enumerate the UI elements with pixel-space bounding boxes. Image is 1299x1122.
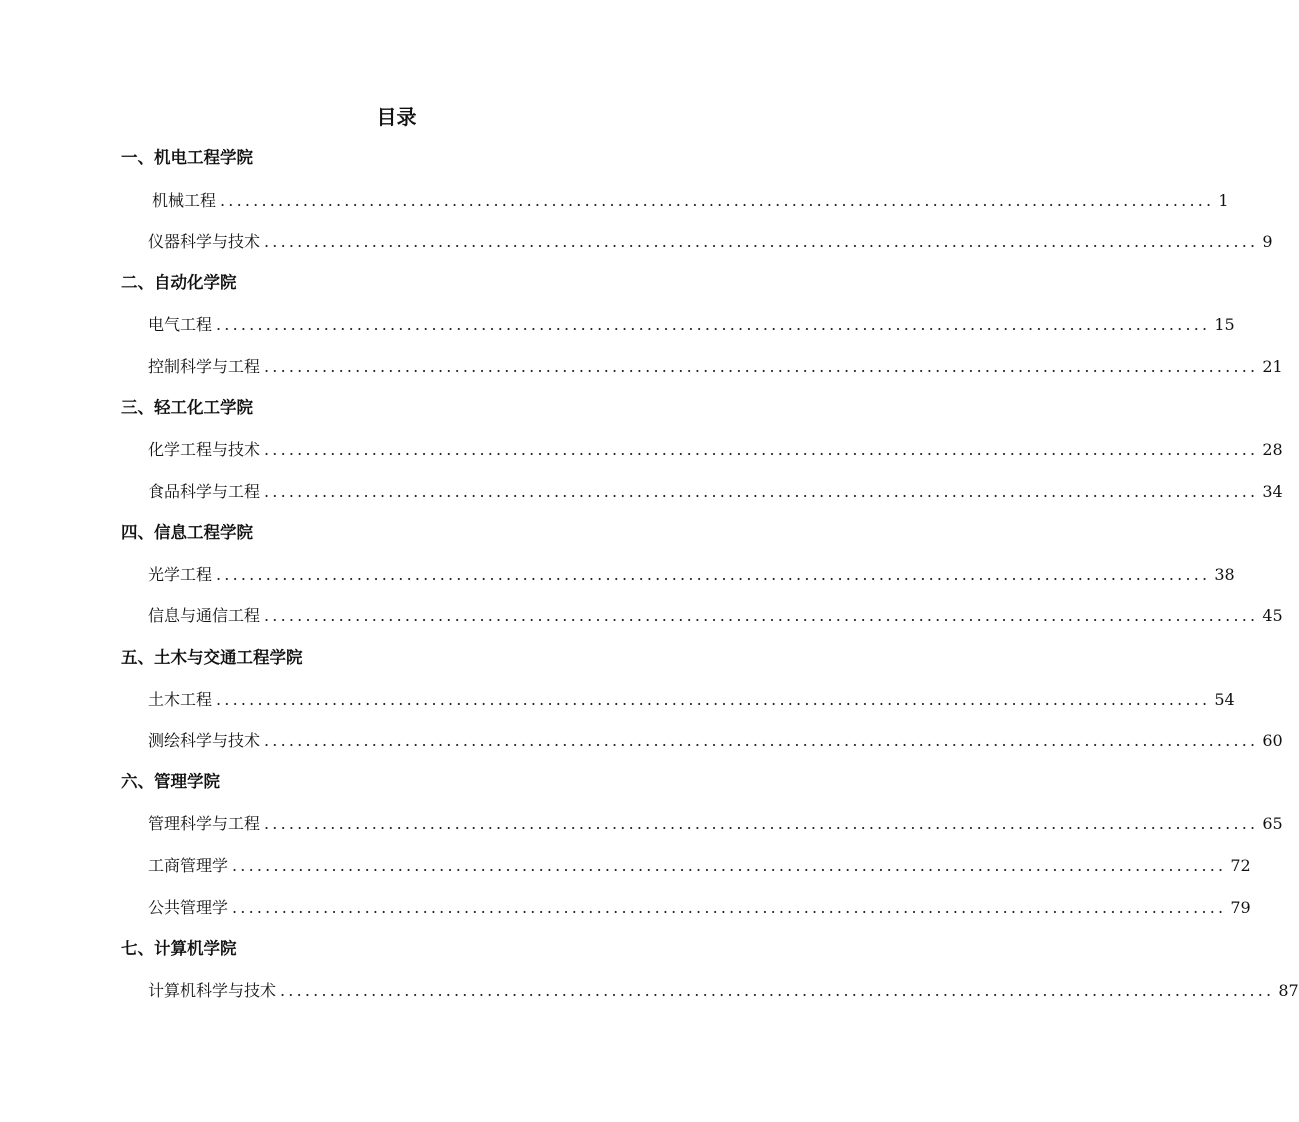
dot-leader: ........................................................................................................................ [264, 232, 1259, 251]
toc-entry[interactable] [148, 813, 1283, 835]
toc-title: 目录 [376, 105, 417, 129]
toc-entry[interactable] [148, 605, 1283, 627]
entry-name: 机械工程 [152, 191, 217, 210]
section-heading: 七、计算机学院 [121, 939, 237, 958]
section-heading: 二、自动化学院 [121, 273, 237, 292]
toc-entry[interactable] [148, 231, 1273, 253]
entry-name: 工商管理学 [148, 856, 229, 875]
dot-leader: ........................................................................................................................ [216, 565, 1211, 584]
dot-leader: ........................................................................................................................ [264, 731, 1259, 750]
entry-name: 食品科学与工程 [148, 482, 261, 501]
entry-page-number: 1 [1218, 191, 1229, 210]
entry-name: 管理科学与工程 [148, 814, 261, 833]
entry-page-number: 21 [1262, 357, 1283, 376]
toc-entry[interactable] [148, 855, 1251, 877]
entry-name: 测绘科学与技术 [148, 731, 261, 750]
toc-entry[interactable] [148, 356, 1283, 378]
section-heading: 五、土木与交通工程学院 [121, 648, 303, 667]
dot-leader: ........................................................................................................................ [280, 981, 1275, 1000]
toc-entry[interactable] [148, 439, 1283, 461]
entry-page-number: 60 [1262, 731, 1283, 750]
entry-page-number: 28 [1262, 440, 1283, 459]
toc-entry[interactable] [148, 314, 1235, 336]
entry-page-number: 38 [1214, 565, 1235, 584]
entry-page-number: 65 [1262, 814, 1283, 833]
entry-page-number: 15 [1214, 315, 1235, 334]
toc-entry[interactable] [148, 481, 1283, 503]
toc-entry[interactable] [148, 564, 1235, 586]
entry-page-number: 79 [1230, 898, 1251, 917]
section-heading: 四、信息工程学院 [121, 523, 253, 542]
entry-name: 电气工程 [148, 315, 213, 334]
dot-leader: ........................................................................................................................ [232, 856, 1227, 875]
section-heading: 一、机电工程学院 [121, 148, 253, 167]
entry-name: 计算机科学与技术 [148, 981, 277, 1000]
dot-leader: ........................................................................................................................ [264, 440, 1259, 459]
toc-entry[interactable] [148, 897, 1251, 919]
toc-entry[interactable] [148, 689, 1235, 711]
entry-page-number: 45 [1262, 606, 1283, 625]
dot-leader: ........................................................................................................................ [264, 482, 1259, 501]
entry-page-number: 72 [1230, 856, 1251, 875]
entry-page-number: 87 [1278, 981, 1299, 1000]
toc-entry[interactable] [148, 730, 1283, 752]
section-heading: 六、管理学院 [121, 772, 220, 791]
dot-leader: ........................................................................................................................ [232, 898, 1227, 917]
dot-leader: ........................................................................................................................ [264, 814, 1259, 833]
entry-page-number: 9 [1262, 232, 1273, 251]
entry-name: 信息与通信工程 [148, 606, 261, 625]
section-heading: 三、轻工化工学院 [121, 398, 253, 417]
entry-name: 土木工程 [148, 690, 213, 709]
dot-leader: ........................................................................................................................ [264, 606, 1259, 625]
entry-name: 光学工程 [148, 565, 213, 584]
dot-leader: ........................................................................................................................ [220, 191, 1215, 210]
toc-entry[interactable] [148, 980, 1299, 1002]
entry-name: 控制科学与工程 [148, 357, 261, 376]
entry-page-number: 34 [1262, 482, 1283, 501]
dot-leader: ........................................................................................................................ [216, 315, 1211, 334]
entry-page-number: 54 [1214, 690, 1235, 709]
entry-name: 仪器科学与技术 [148, 232, 261, 251]
toc-entry[interactable] [148, 190, 1229, 212]
entry-name: 公共管理学 [148, 898, 229, 917]
dot-leader: ........................................................................................................................ [264, 357, 1259, 376]
dot-leader: ........................................................................................................................ [216, 690, 1211, 709]
entry-name: 化学工程与技术 [148, 440, 261, 459]
